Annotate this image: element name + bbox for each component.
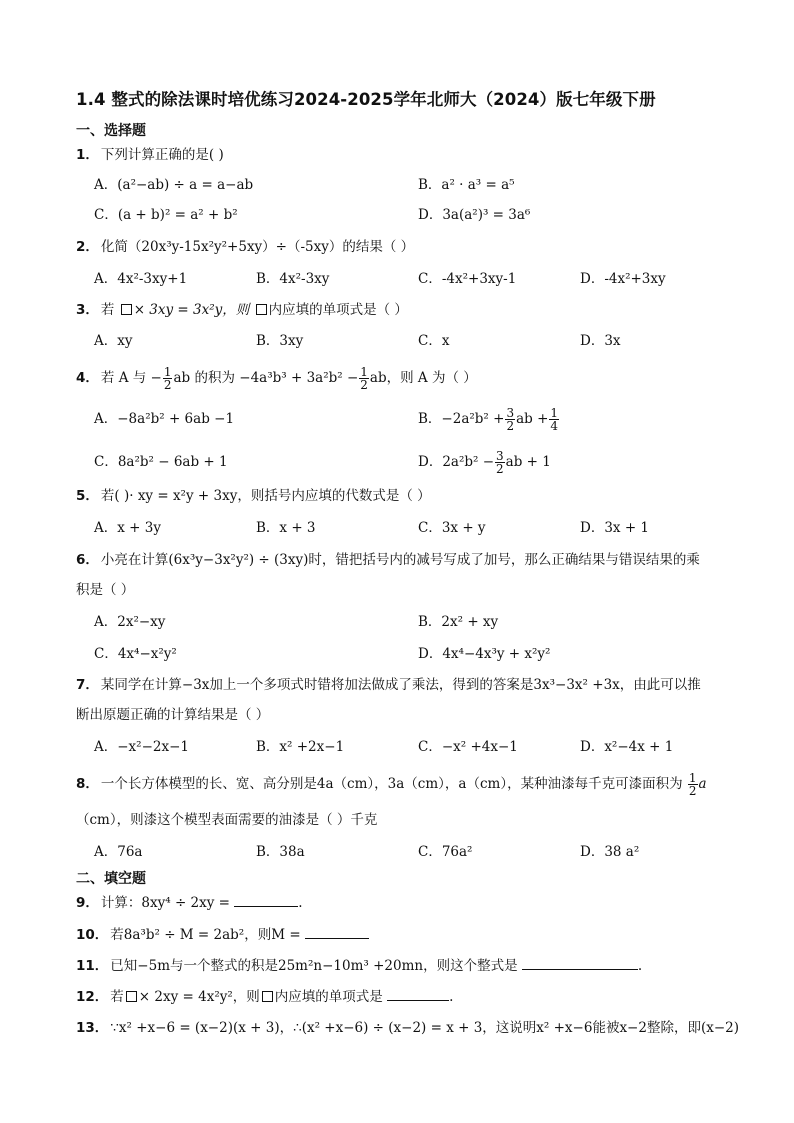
question-text: 化简（20x³y-15x²y²+5xy）÷（-5xy）的结果（ ）	[100, 239, 415, 255]
question-text: 已知−5m与一个整式的积是25m²n−10m³ +20mn，则这个整式是	[110, 958, 518, 974]
option-a: A．(a²−ab) ÷ a = a−ab	[94, 177, 254, 193]
question-number: 9．	[76, 895, 99, 911]
question-text: 一个长方体模型的长、宽、高分别是4a（cm），3a（cm），a（cm），某种油漆每千克可漆面积为	[100, 776, 683, 792]
section-heading-fill: 二、填空题	[76, 871, 146, 887]
denominator: 2	[688, 784, 697, 798]
question-2	[76, 237, 414, 257]
option-b: B．x + 3	[256, 520, 316, 536]
blank-box	[121, 304, 132, 315]
option-a: A．4x²-3xy+1	[94, 271, 188, 287]
option-b	[418, 407, 560, 432]
question-text: ab 的积为 −4a³b³ + 3a²b² −	[173, 370, 359, 386]
question-number: 8．	[76, 776, 99, 792]
option-b: B．4x²-3xy	[256, 271, 330, 287]
question-number: 3．	[76, 302, 99, 318]
option-b: B．x² +2x−1	[256, 739, 345, 755]
question-number: 12．	[76, 989, 109, 1005]
fraction	[688, 772, 698, 797]
question-number: 6．	[76, 552, 99, 568]
fraction	[549, 407, 559, 432]
option-a: A．76a	[94, 844, 143, 860]
question-text: 若	[110, 989, 124, 1005]
denominator: 2	[496, 462, 504, 476]
question-text: .	[298, 895, 303, 911]
question-text: .	[449, 989, 454, 1005]
numerator: 1	[550, 406, 559, 420]
question-text: 内应填的单项式是（ ）	[268, 302, 408, 318]
question-text: × 2xy = 4x²y²，则	[138, 989, 260, 1005]
fraction	[495, 450, 505, 475]
denominator: 2	[360, 378, 368, 392]
question-9	[76, 893, 303, 913]
question-8	[76, 772, 707, 797]
option-c: C．-4x²+3xy-1	[418, 271, 517, 287]
option-c: C．(a + b)² = a² + b²	[94, 207, 238, 223]
option-text: ab +	[516, 411, 549, 427]
question-text: 计算：8xy⁴ ÷ 2xy =	[100, 895, 230, 911]
question-text: a	[698, 776, 707, 792]
question-text: 小亮在计算(6x³y−3x²y²) ÷ (3xy)时，错把括号内的减号写成了加号，那么正确结果与错误结果的乘	[100, 552, 700, 568]
question-12	[76, 987, 453, 1007]
question-text: 若8a³b² ÷ M = 2ab²，则M =	[110, 927, 301, 943]
numerator: 3	[496, 449, 504, 463]
answer-blank[interactable]	[522, 957, 638, 970]
question-number: 5．	[76, 488, 99, 504]
denominator: 4	[550, 419, 559, 433]
section-heading-choice: 一、选择题	[76, 123, 146, 139]
question-5	[76, 486, 431, 506]
option-c: C．x	[418, 333, 450, 349]
blank-box	[126, 991, 137, 1002]
question-10	[76, 925, 369, 945]
option-c: C．4x⁴−x²y²	[94, 646, 177, 662]
option-d	[418, 450, 551, 475]
question-text: 内应填的单项式是	[274, 989, 383, 1005]
question-text: 下列计算正确的是( )	[100, 147, 224, 163]
option-a: A．−x²−2x−1	[94, 739, 190, 755]
question-text: 若	[100, 302, 115, 318]
question-number: 4．	[76, 370, 99, 386]
question-13	[76, 1018, 739, 1038]
option-a: A．2x²−xy	[94, 614, 166, 630]
fraction	[359, 366, 369, 391]
question-11	[76, 956, 642, 976]
option-d: D．3x	[580, 333, 621, 349]
question-number: 2．	[76, 239, 99, 255]
answer-blank[interactable]	[387, 988, 449, 1001]
option-d: D．38 a²	[580, 844, 640, 860]
option-c: C．8a²b² − 6ab + 1	[94, 454, 228, 470]
option-a: A．x + 3y	[94, 520, 161, 536]
question-1	[76, 145, 224, 165]
denominator: 2	[506, 419, 515, 433]
question-4	[76, 366, 477, 391]
question-number: 1．	[76, 147, 99, 163]
question-8-continued: （cm），则漆这个模型表面需要的油漆是（ ）千克	[76, 812, 378, 828]
question-text: .	[637, 958, 643, 974]
numerator: 1	[163, 365, 172, 379]
option-d: D．-4x²+3xy	[580, 271, 666, 287]
option-text: ab + 1	[505, 454, 551, 470]
numerator: 3	[506, 406, 515, 420]
option-d: D．x²−4x + 1	[580, 739, 674, 755]
answer-blank[interactable]	[305, 926, 369, 939]
option-text: D．2a²b² −	[418, 454, 495, 470]
question-text: ∵x² +x−6 = (x−2)(x + 3)，∴(x² +x−6) ÷ (x−2) = x + 3，这说明x² +x−6能被x−2整除，即(x−2)	[110, 1020, 740, 1036]
blank-box	[262, 991, 273, 1002]
blank-box	[256, 304, 267, 315]
denominator: 2	[163, 378, 172, 392]
option-c: C．3x + y	[418, 520, 486, 536]
document-title: 1.4 整式的除法课时培优练习2024-2025学年北师大（2024）版七年级下册	[76, 90, 656, 109]
option-a: A．−8a²b² + 6ab −1	[94, 411, 235, 427]
question-text: ab，则 A 为（ ）	[369, 370, 477, 386]
question-number: 7．	[76, 677, 99, 693]
option-b: B．38a	[256, 844, 305, 860]
question-text: 某同学在计算−3x加上一个多项式时错将加法做成了乘法，得到的答案是3x³−3x² +3x，由此可以推	[100, 677, 701, 693]
numerator: 1	[360, 365, 368, 379]
option-d: D．4x⁴−4x³y + x²y²	[418, 646, 551, 662]
option-c: C．76a²	[418, 844, 473, 860]
option-a: A．xy	[94, 333, 133, 349]
question-6	[76, 550, 700, 570]
option-b: B．a² · a³ = a⁵	[418, 177, 515, 193]
question-number: 13．	[76, 1020, 109, 1036]
question-number: 11．	[76, 958, 109, 974]
question-7	[76, 675, 701, 695]
question-text: 若 A 与 −	[100, 370, 162, 386]
numerator: 1	[688, 771, 697, 785]
option-d: D．3x + 1	[580, 520, 650, 536]
question-text: × 3xy = 3x²y，则	[133, 302, 250, 318]
fraction	[163, 366, 173, 391]
question-3	[76, 300, 408, 320]
fraction	[505, 407, 515, 432]
option-b: B．3xy	[256, 333, 304, 349]
option-b: B．2x² + xy	[418, 614, 499, 630]
question-6-continued: 积是（ ）	[76, 582, 135, 598]
option-text: B．−2a²b² +	[418, 411, 505, 427]
answer-blank[interactable]	[234, 894, 298, 907]
option-d: D．3a(a²)³ = 3a⁶	[418, 207, 531, 223]
question-7-continued: 断出原题正确的计算结果是（ ）	[76, 707, 270, 723]
question-number: 10．	[76, 927, 109, 943]
question-text: 若( )· xy = x²y + 3xy，则括号内应填的代数式是（ ）	[100, 488, 431, 504]
option-c: C．−x² +4x−1	[418, 739, 518, 755]
